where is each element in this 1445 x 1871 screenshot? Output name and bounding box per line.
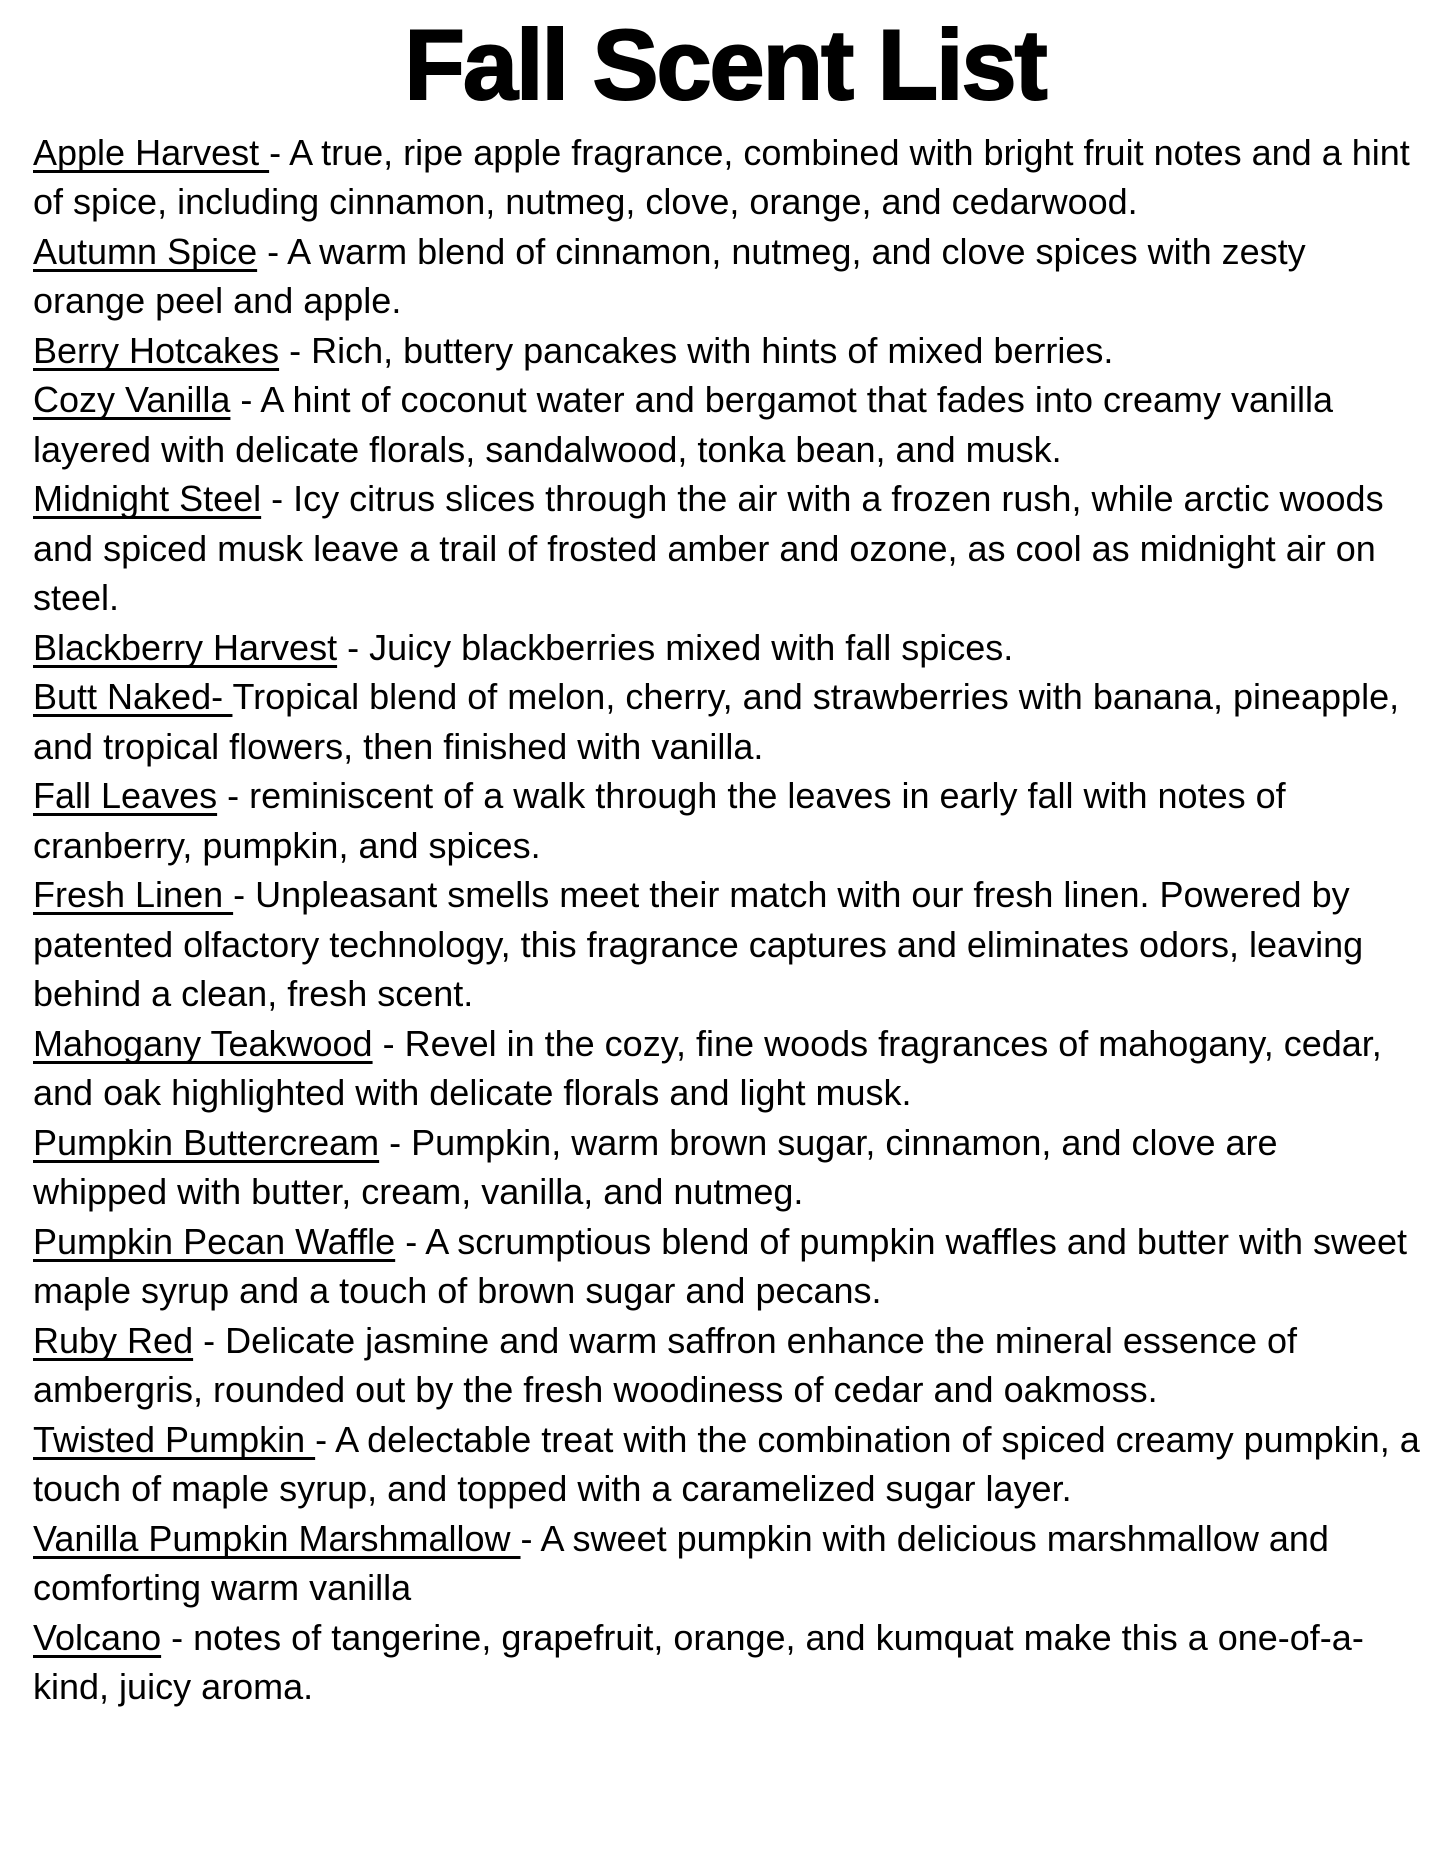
scent-description: - A warm blend of cinnamon, nutmeg, and clove spices with zesty orange peel and apple. (33, 230, 1316, 322)
scent-entry-fall-leaves (33, 771, 1421, 870)
scent-entry-berry-hotcakes (33, 326, 1421, 376)
scent-entry-blackberry-harvest (33, 623, 1421, 673)
scent-description: - Juicy blackberries mixed with fall spices. (337, 626, 1014, 668)
scent-name: Fall Leaves (33, 775, 218, 817)
scent-name: Twisted Pumpkin (33, 1418, 316, 1460)
scent-name: Fresh Linen (33, 874, 234, 916)
scent-name: Pumpkin Pecan Waffle (33, 1220, 396, 1262)
scent-description: - reminiscent of a walk through the leaves in early fall with notes of cranberry, pumpkin, and spices. (33, 775, 1296, 866)
scent-description: - A hint of coconut water and bergamot that fades into creamy vanilla layered with delicate florals, sandalwood, tonka bean, and musk. (33, 379, 1344, 470)
scent-entry-cozy-vanilla (33, 375, 1421, 474)
scent-name: Autumn Spice (33, 230, 258, 272)
scent-name: Apple Harvest (33, 131, 270, 173)
scent-name: Berry Hotcakes (33, 329, 280, 371)
scent-description: - Rich, buttery pancakes with hints of mixed berries. (279, 329, 1114, 371)
scent-name: Ruby Red (33, 1319, 194, 1361)
scent-description: - Icy citrus slices through the air with a frozen rush, while arctic woods and spiced musk leave a trail of frosted amber and ozone, as cool as midnight air on steel. (33, 478, 1394, 619)
scent-description: - A true, ripe apple fragrance, combined with bright fruit notes and a hint of spice, including cinnamon, nutmeg, clove, orange, and cedarwood. (33, 131, 1420, 223)
scent-name: Cozy Vanilla (33, 379, 231, 421)
scent-description: - Pumpkin, warm brown sugar, cinnamon, and clove are whipped with butter, cream, vanilla, and nutmeg. (33, 1121, 1288, 1213)
scent-description: - A sweet pumpkin with delicious marshmallow and comforting warm vanilla (33, 1517, 1339, 1609)
scent-name: Vanilla Pumpkin Marshmallow (33, 1517, 521, 1559)
scent-list (33, 128, 1430, 1712)
scent-entry-ruby-red (33, 1316, 1421, 1415)
scent-name: Pumpkin Buttercream (33, 1121, 380, 1163)
scent-description: - Unpleasant smells meet their match with our fresh linen. Powered by patented olfactory technology, this fragrance captures and eliminates odors, leaving behind a clean, fresh scent. (33, 874, 1374, 1015)
scent-description: - Delicate jasmine and warm saffron enhance the mineral essence of ambergris, rounded out by the fresh woodiness of cedar and oakmoss. (33, 1319, 1308, 1411)
scent-entry-volcano (33, 1613, 1421, 1712)
scent-entry-pumpkin-buttercream (33, 1118, 1421, 1217)
scent-entry-fresh-linen (33, 870, 1421, 1019)
scent-description: - notes of tangerine, grapefruit, orange, and kumquat make this a one-of-a-kind, juicy aroma. (33, 1616, 1364, 1708)
scent-entry-butt-naked (33, 672, 1421, 771)
scent-name: Midnight Steel (33, 478, 262, 520)
scent-entry-twisted-pumpkin (33, 1415, 1430, 1514)
scent-description: Tropical blend of melon, cherry, and strawberries with banana, pineapple, and tropical flowers, then finished with vanilla. (33, 676, 1410, 767)
scent-entry-midnight-steel (33, 474, 1421, 623)
scent-entry-vanilla-pumpkin-marshmallow (33, 1514, 1421, 1613)
scent-name: Mahogany Teakwood (33, 1022, 373, 1064)
scent-entry-autumn-spice (33, 227, 1421, 326)
scent-entry-mahogany-teakwood (33, 1019, 1421, 1118)
scent-description: - Revel in the cozy, fine woods fragrances of mahogany, cedar, and oak highlighted with delicate florals and light musk. (33, 1022, 1392, 1114)
scent-name: Blackberry Harvest (33, 626, 338, 668)
scent-name: Volcano (33, 1616, 162, 1658)
scent-entry-pumpkin-pecan-waffle (33, 1217, 1421, 1316)
scent-entry-apple-harvest (33, 128, 1421, 227)
page-title: Fall Scent List (404, 9, 1046, 120)
scent-description: - A scrumptious blend of pumpkin waffles and butter with sweet maple syrup and a touch of brown sugar and pecans. (33, 1220, 1418, 1312)
scent-description: - A delectable treat with the combination of spiced creamy pumpkin, a touch of maple syrup, and topped with a caramelized sugar layer. (33, 1418, 1430, 1510)
scent-name: Butt Naked- (33, 676, 233, 718)
